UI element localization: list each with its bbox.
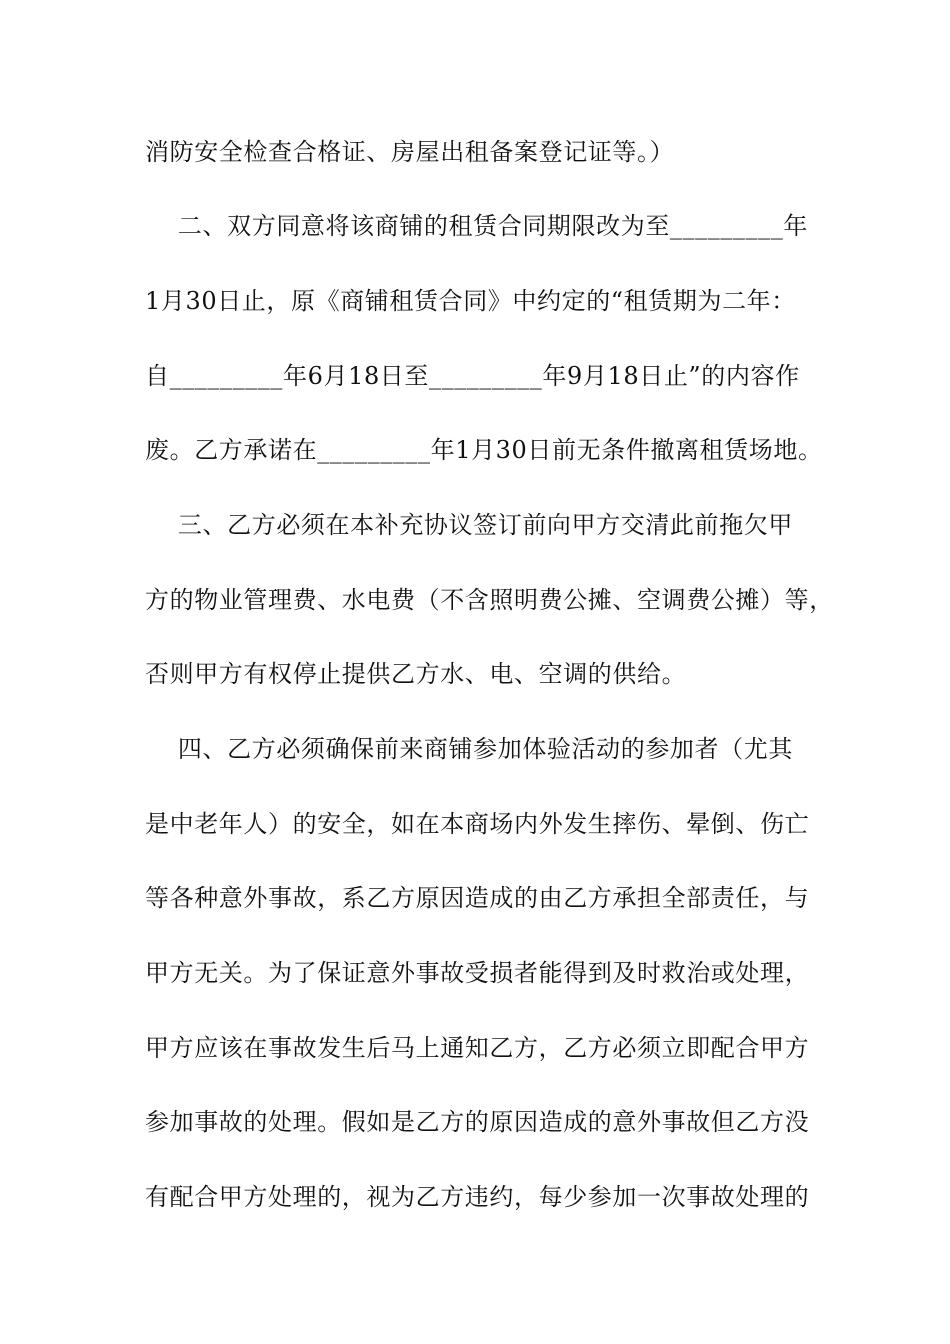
text-line: 是中老年人）的安全，如在本商场内外发生摔伤、晕倒、伤亡 — [145, 810, 810, 838]
text-line: 有配合甲方处理的，视为乙方违约，每少参加一次事故处理的 — [145, 1183, 810, 1211]
text-line: 甲方无关。为了保证意外事故受损者能得到及时救治或处理， — [145, 959, 810, 987]
text-line: 方的物业管理费、水电费（不含照明费公摊、空调费公摊）等， — [145, 586, 834, 614]
text-line: 三、乙方必须在本补充协议签订前向甲方交清此前拖欠甲 — [145, 511, 793, 539]
text-line: 废。乙方承诺在_________年1月30日前无条件撤离租赁场地。 — [145, 436, 823, 464]
text-line: 参加事故的处理。假如是乙方的原因造成的意外事故但乙方没 — [145, 1108, 810, 1136]
text-line: 1月30日止，原《商铺租赁合同》中约定的“租赁期为二年： — [145, 287, 796, 315]
text-line: 二、双方同意将该商铺的租赁合同期限改为至_________年 — [145, 212, 808, 240]
text-line: 四、乙方必须确保前来商铺参加体验活动的参加者（尤其 — [145, 735, 793, 763]
text-line: 自_________年6月18日至_________年9月18日止”的内容作 — [145, 362, 800, 390]
text-line: 等各种意外事故，系乙方原因造成的由乙方承担全部责任，与 — [145, 884, 810, 912]
text-line: 甲方应该在事故发生后马上通知乙方，乙方必须立即配合甲方 — [145, 1034, 810, 1062]
text-line: 消防安全检查合格证、房屋出租备案登记证等。） — [145, 138, 675, 166]
text-line: 否则甲方有权停止提供乙方水、电、空调的供给。 — [145, 660, 687, 688]
